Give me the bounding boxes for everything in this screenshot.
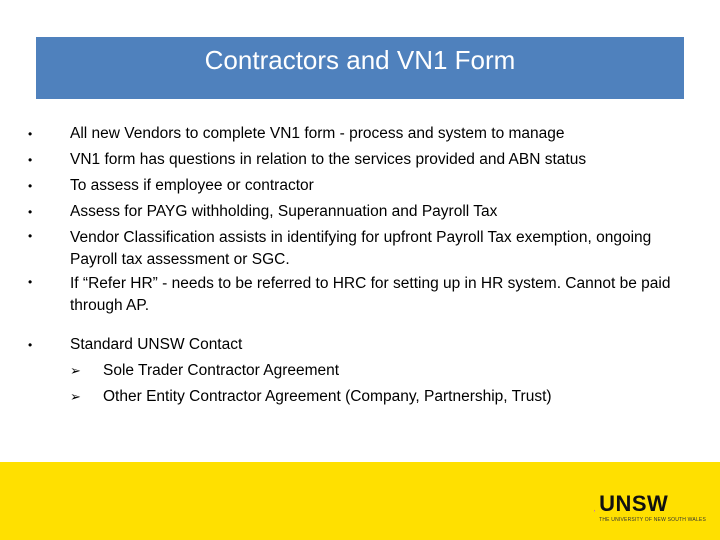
bullet-text: To assess if employee or contractor (70, 177, 314, 194)
bullet-icon: • (28, 205, 33, 219)
crest-icon (594, 493, 595, 529)
logo-subtext: THE UNIVERSITY OF NEW SOUTH WALES (599, 517, 706, 523)
slide-title: Contractors and VN1 Form (204, 44, 516, 75)
bullet-item (28, 332, 688, 410)
bullet-icon: • (28, 229, 33, 243)
sub-bullet-item (70, 384, 688, 410)
bullet-icon: • (28, 179, 33, 193)
arrow-bullet-icon: ➢ (70, 363, 81, 378)
sub-bullet-text: Other Entity Contractor Agreement (Company, Partnership, Trust) (103, 388, 552, 405)
bullet-text: All new Vendors to complete VN1 form - process and system to manage (70, 125, 565, 142)
bullet-item (28, 121, 688, 147)
logo-wordmark (599, 493, 706, 523)
bullet-text: Vendor Classification assists in identifying for upfront Payroll Tax exemption, ongoing Payroll tax assessment or SGC. (70, 229, 652, 268)
bullet-list (28, 121, 688, 410)
bullet-item (28, 273, 688, 317)
bullet-text: If “Refer HR” - needs to be referred to HRC for setting up in HR system. Cannot be paid through AP. (70, 275, 671, 314)
sub-bullet-text: Sole Trader Contractor Agreement (103, 362, 340, 379)
bullet-text: Standard UNSW Contact (70, 336, 243, 353)
bullet-text: VN1 form has questions in relation to the services provided and ABN status (70, 151, 587, 168)
bullet-text: Assess for PAYG withholding, Superannuation and Payroll Tax (70, 203, 498, 220)
arrow-bullet-icon: ➢ (70, 389, 81, 404)
bullet-item (28, 227, 688, 271)
title-bar (36, 37, 684, 99)
sub-bullet-list (70, 358, 688, 410)
bullet-icon: • (28, 127, 33, 141)
unsw-logo (594, 493, 706, 533)
bullet-icon: • (28, 275, 33, 289)
bullet-item (28, 147, 688, 173)
bullet-item (28, 173, 688, 199)
sub-bullet-item (70, 358, 688, 384)
bullet-icon: • (28, 338, 33, 352)
logo-text: UNSW (599, 491, 669, 516)
bullet-item (28, 199, 688, 225)
slide-content (28, 121, 688, 410)
bullet-icon: • (28, 153, 33, 167)
